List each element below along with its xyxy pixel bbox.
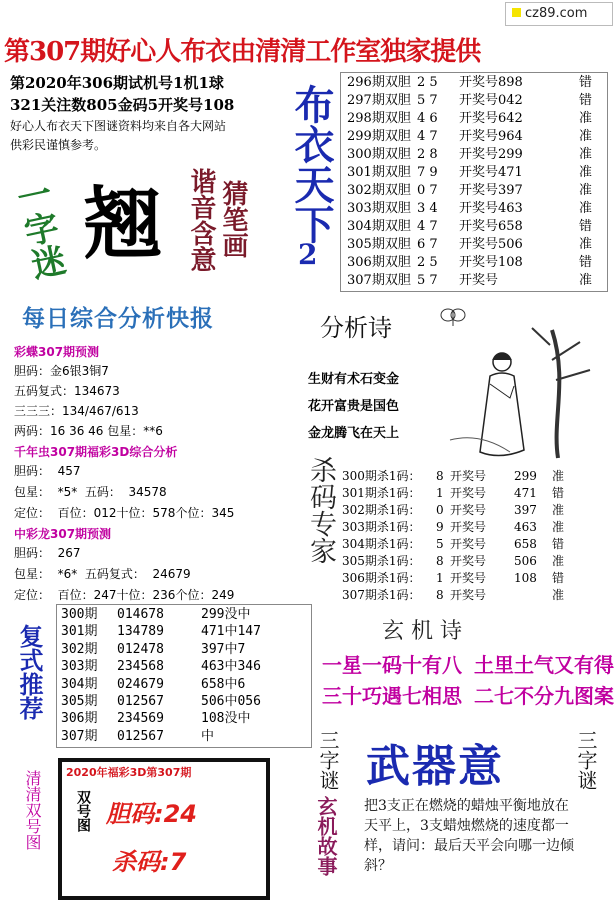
qianniang-block — [14, 444, 314, 524]
kill-result: 错 — [552, 537, 565, 551]
compound-period: 306期 — [61, 711, 98, 727]
kill-draw: 471 — [514, 486, 537, 500]
history-award: 开奖号471 — [459, 165, 523, 180]
qingqing-box-title: 2020年福彩3D第307期 — [66, 766, 192, 779]
kill-result: 准 — [552, 554, 565, 568]
history-nums: 2 5 — [417, 75, 438, 90]
compound-nums: 012567 — [117, 728, 164, 744]
compound-period: 304期 — [61, 676, 98, 692]
compound-nums: 012567 — [117, 694, 164, 709]
compound-period: 302期 — [61, 641, 98, 657]
qingqing-dan — [106, 794, 197, 829]
history-result: 错 — [579, 255, 593, 270]
riddle-label: 一字迷 — [7, 174, 69, 284]
kill-result: 准 — [552, 588, 565, 602]
page-title: 第307期好心人布衣由清清工作室独家提供 — [4, 37, 481, 67]
history-nums: 2 5 — [417, 255, 438, 270]
riddle-hint-1: 谐音含意 — [186, 168, 216, 272]
dan-label: 胆码: — [106, 800, 164, 828]
history-result: 准 — [579, 147, 593, 162]
caidie-heading: 彩蝶307期预测 — [14, 345, 100, 359]
kill-result: 准 — [552, 469, 565, 483]
compound-result: 299没中 — [201, 607, 251, 622]
compound-result: 中 — [201, 728, 215, 744]
kill-period: 306期杀1码： — [342, 571, 421, 585]
caidie-line: 胆码：金6银3铜7 — [14, 364, 109, 378]
history-award: 开奖号964 — [459, 129, 523, 144]
kill-award: 开奖号 — [450, 588, 487, 602]
compound-result: 108没中 — [201, 711, 251, 727]
kill-number: 1 — [436, 486, 444, 500]
zhongcai-heading: 中彩龙307期预测 — [14, 527, 112, 541]
sha-value: 7 — [169, 848, 187, 876]
ancient-figure-illustration — [440, 320, 608, 460]
mystic-poem-line: 三十巧遇七相思 — [322, 684, 462, 708]
zhongcai-line: 包星： *6* 五码复式： 24679 — [14, 567, 191, 581]
qingqing-box — [58, 758, 270, 900]
history-nums: 7 9 — [417, 165, 438, 180]
history-result: 错 — [579, 219, 593, 234]
mystic-story-text: 把3支正在燃烧的蜡烛平衡地放在天平上，3支蜡烛燃烧的速度都一样，请问：最后天平会向哪一边倾斜？ — [364, 798, 574, 874]
history-nums: 2 8 — [417, 147, 438, 162]
history-award: 开奖号 — [459, 273, 499, 288]
compound-result: 658中6 — [201, 676, 246, 692]
intro-line-2: 321关注数805金码5开奖号108 — [10, 96, 235, 114]
poem-analysis-title: 分析诗 — [320, 314, 392, 342]
mystic-poem-line: 一星一码十有八 — [322, 653, 462, 677]
history-period: 298期双胆 — [347, 111, 411, 126]
kill-expert-title: 杀码专家 — [305, 456, 336, 564]
history-award: 开奖号642 — [459, 111, 523, 126]
mystic-story-label: 玄机故事 — [314, 796, 338, 876]
three-riddle-left: 三字谜 — [316, 730, 340, 790]
history-award: 开奖号506 — [459, 237, 523, 252]
compound-label: 复式推荐 — [15, 624, 44, 720]
caidie-line: 两码：16 36 46 包星：**6 — [14, 424, 163, 438]
poem-line: 生财有术石变金 — [308, 372, 400, 387]
compound-nums: 012478 — [117, 641, 164, 657]
kill-result: 错 — [552, 486, 565, 500]
history-award: 开奖号397 — [459, 183, 523, 198]
history-result: 准 — [579, 201, 593, 216]
compound-period: 301期 — [61, 624, 98, 640]
caidie-line: 三三三：134/467/613 — [14, 404, 139, 418]
intro-line-1: 第2020年306期试机号1机1球 — [10, 74, 224, 92]
three-riddle-right: 三字谜 — [574, 730, 598, 790]
riddle-hint-2: 猜笔画 — [218, 180, 248, 258]
history-nums: 4 6 — [417, 111, 438, 126]
mystic-poem-line: 土里土气又有得 — [474, 653, 614, 677]
sha-label: 杀码: — [112, 848, 170, 876]
history-period: 299期双胆 — [347, 129, 411, 144]
kill-number: 0 — [436, 503, 444, 517]
riddle-char: 翘 — [84, 179, 163, 270]
kill-result: 准 — [552, 503, 565, 517]
compound-result: 397中7 — [201, 641, 246, 657]
qianniang-line: 定位： 百位：012十位：578个位：345 — [14, 506, 235, 520]
daily-report-title: 每日综合分析快报 — [22, 306, 214, 332]
kill-number: 8 — [436, 469, 444, 483]
qianniang-heading: 千年虫307期福彩3D综合分析 — [14, 445, 178, 459]
history-award: 开奖号898 — [459, 75, 523, 90]
brand-number: 2 — [298, 238, 318, 271]
kill-draw: 506 — [514, 554, 537, 568]
history-result: 准 — [579, 237, 593, 252]
qianniang-line: 包星： *5* 五码： 34578 — [14, 485, 167, 499]
kill-number: 5 — [436, 537, 444, 551]
kill-period: 305期杀1码： — [342, 554, 421, 568]
kill-award: 开奖号 — [450, 554, 487, 568]
kill-draw: 463 — [514, 520, 537, 534]
history-nums: 4 7 — [417, 129, 438, 144]
history-period: 306期双胆 — [347, 255, 411, 270]
mystic-poem-line: 二七不分九图案 — [474, 684, 614, 708]
kill-period: 304期杀1码： — [342, 537, 421, 551]
kill-period: 303期杀1码： — [342, 520, 421, 534]
kill-draw: 397 — [514, 503, 537, 517]
poem-analysis-lines — [308, 366, 399, 447]
history-award: 开奖号463 — [459, 201, 523, 216]
compound-result: 463中346 — [201, 659, 261, 675]
history-period: 307期双胆 — [347, 273, 411, 288]
poem-line: 花开富贵是国色 — [308, 399, 400, 414]
history-award: 开奖号299 — [459, 147, 523, 162]
kill-draw: 299 — [514, 469, 537, 483]
kill-award: 开奖号 — [450, 571, 487, 585]
history-period: 302期双胆 — [347, 183, 411, 198]
compound-nums: 234569 — [117, 711, 164, 727]
compound-period: 303期 — [61, 659, 98, 675]
dan-value: 24 — [163, 800, 198, 828]
history-nums: 3 4 — [417, 201, 438, 216]
compound-table — [56, 604, 312, 748]
kill-period: 307期杀1码： — [342, 588, 421, 602]
qingqing-side: 双号图 — [75, 790, 91, 832]
kill-period: 301期杀1码： — [342, 486, 421, 500]
kill-period: 300期杀1码： — [342, 469, 421, 483]
kill-award: 开奖号 — [450, 486, 487, 500]
qianniang-line: 胆码： 457 — [14, 464, 81, 478]
kill-draw: 658 — [514, 537, 537, 551]
history-double-table — [340, 72, 608, 292]
history-period: 297期双胆 — [347, 93, 411, 108]
kill-award: 开奖号 — [450, 503, 487, 517]
history-result: 错 — [579, 93, 593, 108]
site-badge[interactable] — [505, 2, 613, 26]
history-award: 开奖号658 — [459, 219, 523, 234]
history-period: 301期双胆 — [347, 165, 411, 180]
intro-line-3: 好心人布衣天下图谜资料均来自各大网站 — [10, 119, 227, 133]
caidie-block — [14, 344, 304, 441]
mystic-poem-title: 玄 机 诗 — [382, 619, 462, 644]
intro-block — [10, 72, 300, 154]
compound-period: 307期 — [61, 728, 98, 744]
zhongcai-block — [14, 526, 314, 606]
history-nums: 5 7 — [417, 93, 438, 108]
history-period: 303期双胆 — [347, 201, 411, 216]
kill-award: 开奖号 — [450, 469, 487, 483]
history-period: 300期双胆 — [347, 147, 411, 162]
mystic-poem-block — [322, 650, 612, 712]
kill-draw: 108 — [514, 571, 537, 585]
kill-period: 302期杀1码： — [342, 503, 421, 517]
poem-line: 金龙腾飞在天上 — [308, 426, 400, 441]
qingqing-label: 清清双号图 — [23, 770, 42, 850]
compound-period: 305期 — [61, 694, 98, 709]
history-result: 准 — [579, 273, 593, 288]
kill-number: 9 — [436, 520, 444, 534]
compound-nums: 024679 — [117, 676, 164, 692]
compound-period: 300期 — [61, 607, 98, 622]
history-award: 开奖号108 — [459, 255, 523, 270]
history-nums: 4 7 — [417, 219, 438, 234]
history-result: 错 — [579, 75, 593, 90]
history-result: 准 — [579, 129, 593, 144]
site-badge-text: cz89.com — [525, 6, 588, 21]
kill-number: 1 — [436, 571, 444, 585]
three-riddle-answer: 武器意 — [366, 741, 504, 792]
history-result: 准 — [579, 111, 593, 126]
history-period: 305期双胆 — [347, 237, 411, 252]
history-result: 准 — [579, 165, 593, 180]
caidie-line: 五码复式：134673 — [14, 384, 120, 398]
history-nums: 5 7 — [417, 273, 438, 288]
intro-line-4: 供彩民谨慎参考。 — [10, 138, 107, 152]
qingqing-sha — [112, 842, 186, 877]
compound-nums: 234568 — [117, 659, 164, 675]
zhongcai-line: 定位： 百位：247十位：236个位：249 — [14, 588, 235, 602]
kill-number: 8 — [436, 554, 444, 568]
history-period: 296期双胆 — [347, 75, 411, 90]
kill-result: 错 — [552, 571, 565, 585]
compound-nums: 134789 — [117, 624, 164, 640]
badge-square-icon — [512, 8, 521, 17]
history-nums: 6 7 — [417, 237, 438, 252]
brand-title: 布衣天下 — [288, 84, 335, 244]
kill-award: 开奖号 — [450, 520, 487, 534]
compound-nums: 014678 — [117, 607, 164, 622]
kill-number: 8 — [436, 588, 444, 602]
history-award: 开奖号042 — [459, 93, 523, 108]
history-nums: 0 7 — [417, 183, 438, 198]
compound-result: 506中056 — [201, 694, 261, 709]
zhongcai-line: 胆码： 267 — [14, 546, 81, 560]
history-period: 304期双胆 — [347, 219, 411, 234]
kill-result: 准 — [552, 520, 565, 534]
compound-result: 471中147 — [201, 624, 261, 640]
kill-award: 开奖号 — [450, 537, 487, 551]
history-result: 准 — [579, 183, 593, 198]
